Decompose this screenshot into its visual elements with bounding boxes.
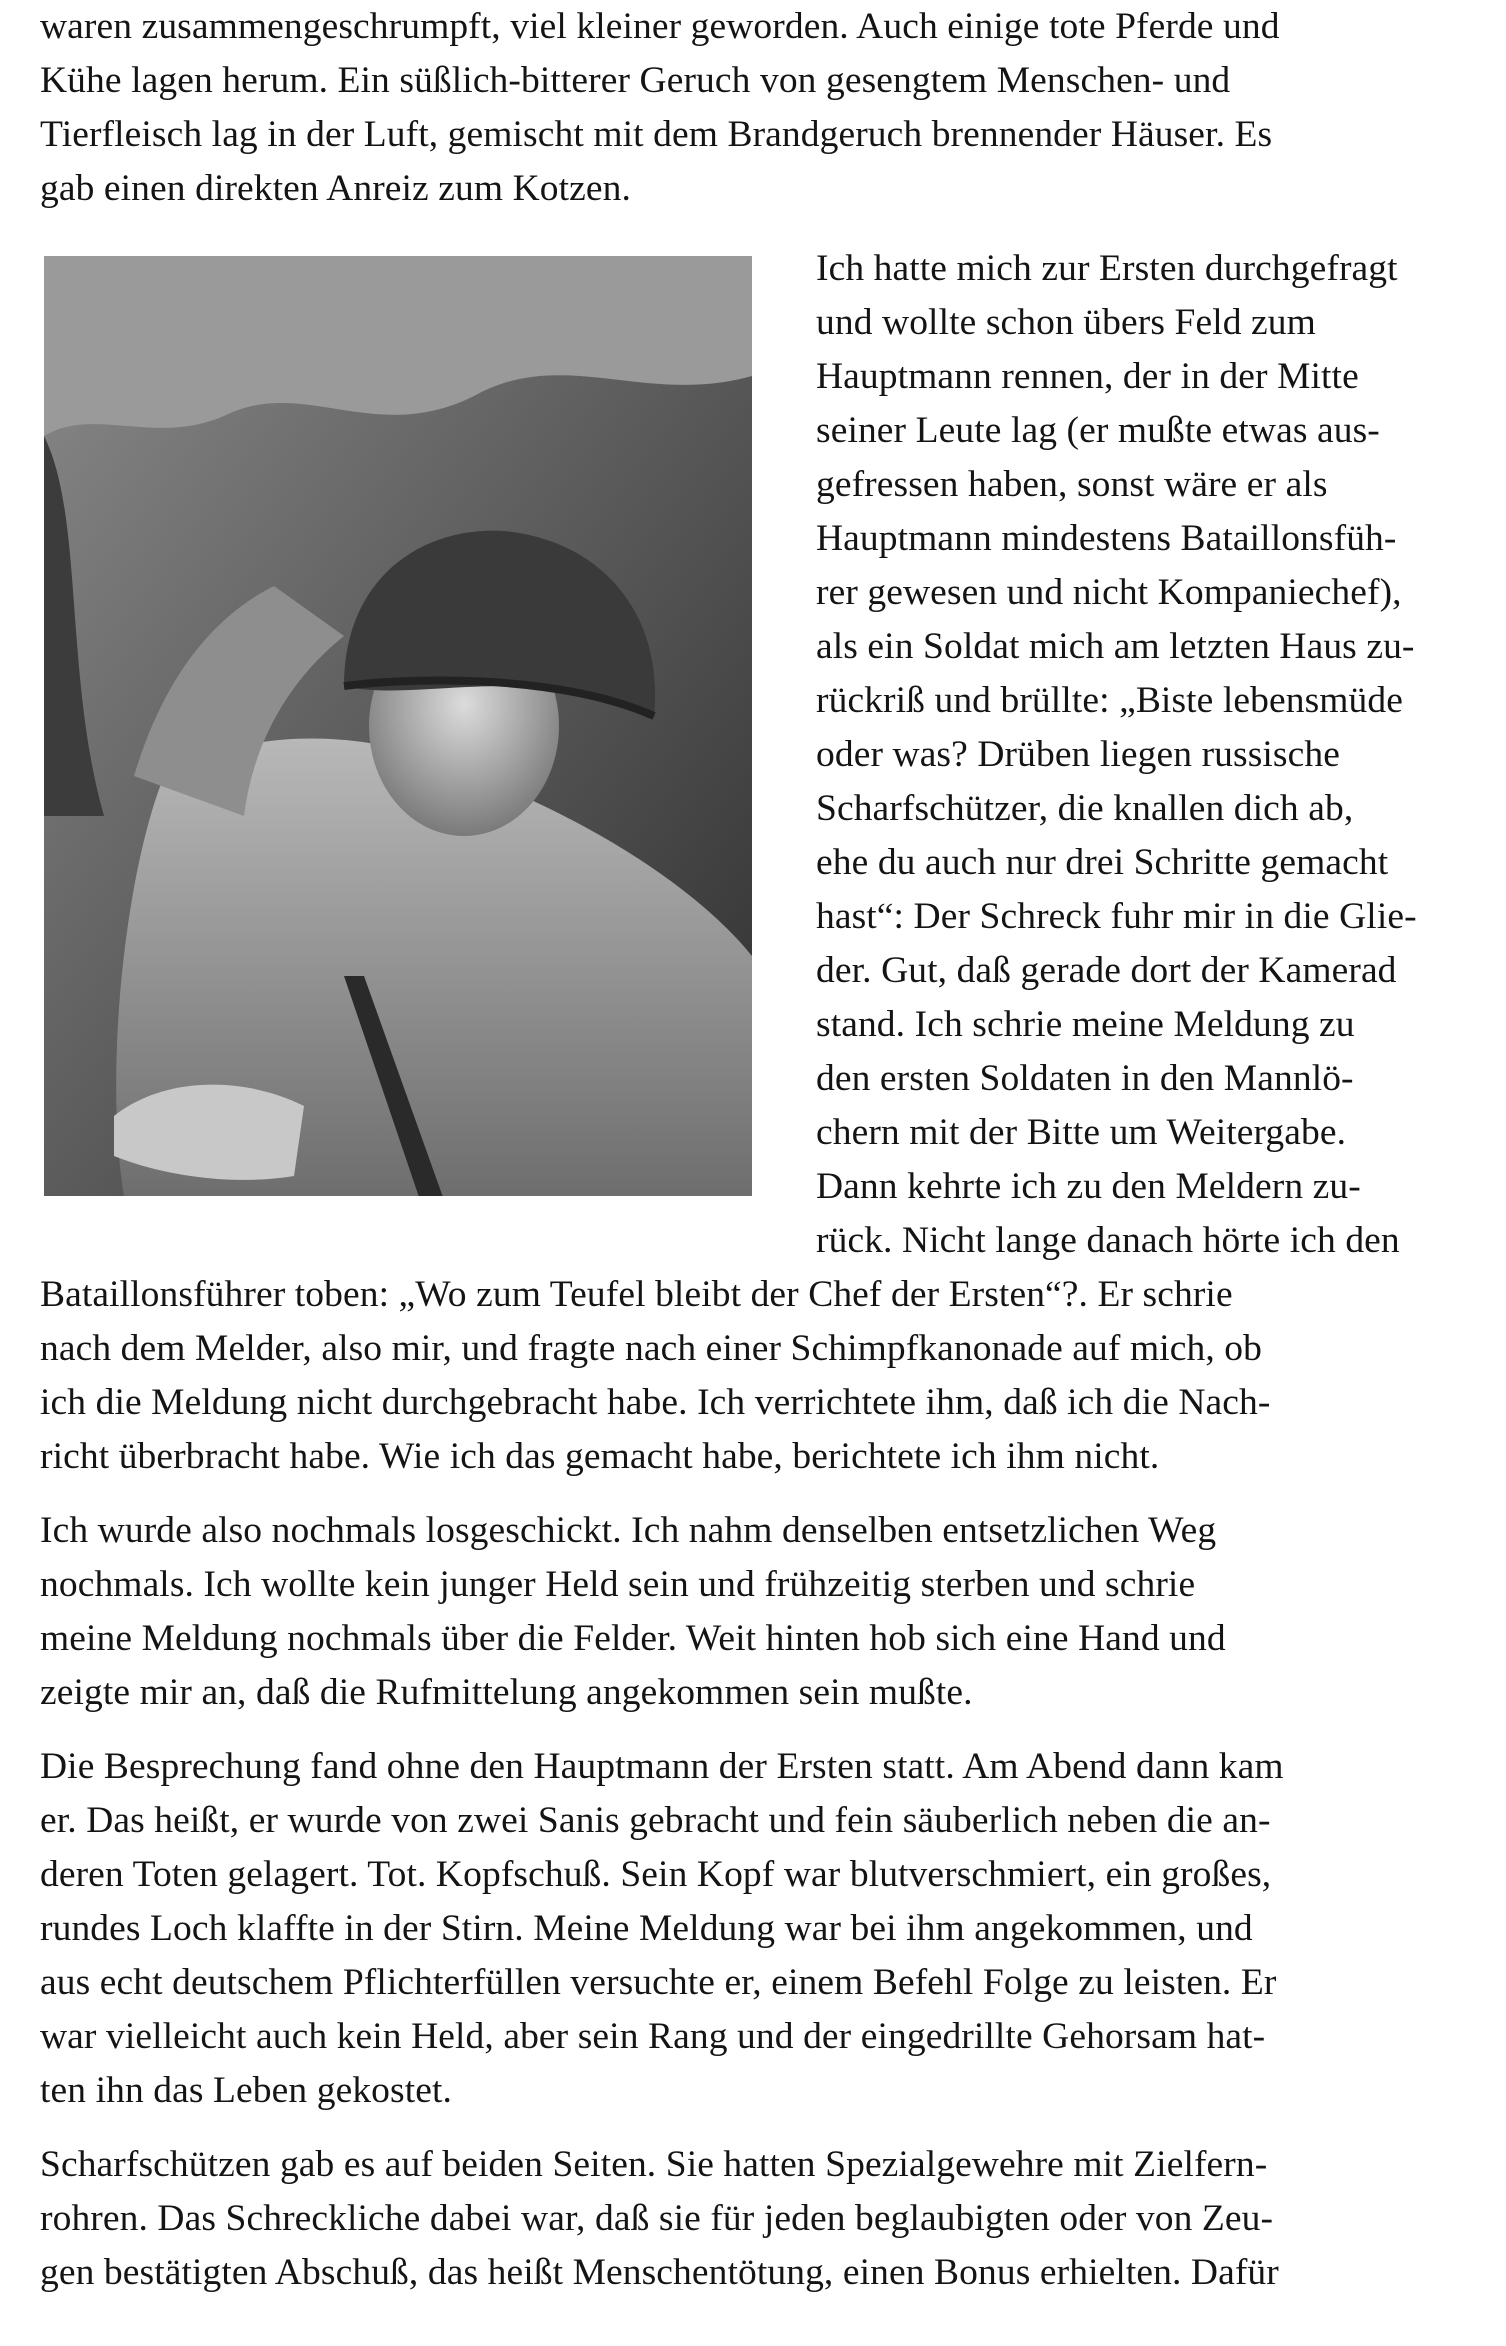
- text-line: deren Toten gelagert. Tot. Kopfschuß. Sein Kopf war blutverschmiert, ein großes,: [40, 1854, 1272, 1895]
- text-line: Hauptmann rennen, der in der Mitte: [816, 356, 1359, 397]
- text-line: gefressen haben, sonst wäre er als: [816, 464, 1328, 505]
- text-line: Kühe lagen herum. Ein süßlich-bitterer Geruch von gesengtem Menschen- und: [40, 60, 1231, 101]
- text-line: Die Besprechung fand ohne den Hauptmann der Ersten statt. Am Abend dann kam: [40, 1746, 1284, 1787]
- text-line: rückriß und brüllte: „Biste lebensmüde: [816, 680, 1403, 721]
- text-line: rohren. Das Schreckliche dabei war, daß sie für jeden beglaubigten oder von Zeu-: [40, 2198, 1274, 2239]
- soldier-photo-illustration: [44, 256, 752, 1196]
- text-line: ehe du auch nur drei Schritte gemacht: [816, 842, 1389, 883]
- text-line: Tierfleisch lag in der Luft, gemischt mit dem Brandgeruch brennender Häuser. Es: [40, 114, 1273, 155]
- text-line: den ersten Soldaten in den Mannlö-: [816, 1058, 1354, 1099]
- text-line: rundes Loch klaffte in der Stirn. Meine Meldung war bei ihm angekommen, und: [40, 1908, 1253, 1949]
- text-line: er. Das heißt, er wurde von zwei Sanis gebracht und fein säuberlich neben die an-: [40, 1800, 1271, 1841]
- text-line: aus echt deutschem Pflichterfüllen versuchte er, einem Befehl Folge zu leisten. Er: [40, 1962, 1277, 2003]
- text-line: der. Gut, daß gerade dort der Kamerad: [816, 950, 1397, 991]
- text-line: und wollte schon übers Feld zum: [816, 302, 1316, 343]
- text-line: zeigte mir an, daß die Rufmittelung angekommen sein mußte.: [40, 1672, 973, 1713]
- text-line: nach dem Melder, also mir, und fragte nach einer Schimpfkanonade auf mich, ob: [40, 1328, 1262, 1369]
- text-line: Ich wurde also nochmals losgeschickt. Ich nahm denselben entsetzlichen Weg: [40, 1510, 1217, 1551]
- text-line: richt überbracht habe. Wie ich das gemacht habe, berichtete ich ihm nicht.: [40, 1436, 1160, 1477]
- text-line: Bataillonsführer toben: „Wo zum Teufel bleibt der Chef der Ersten“?. Er schrie: [40, 1274, 1233, 1315]
- text-line: meine Meldung nochmals über die Felder. Weit hinten hob sich eine Hand und: [40, 1618, 1226, 1659]
- text-line: Hauptmann mindestens Bataillonsfüh-: [816, 518, 1397, 559]
- text-line: Dann kehrte ich zu den Meldern zu-: [816, 1166, 1361, 1207]
- text-line: Ich hatte mich zur Ersten durchgefragt: [816, 248, 1398, 289]
- text-line: rück. Nicht lange danach hörte ich den: [816, 1220, 1400, 1261]
- soldier-photo: [44, 256, 752, 1196]
- text-line: chern mit der Bitte um Weitergabe.: [816, 1112, 1347, 1153]
- text-line: Scharfschützen gab es auf beiden Seiten. Sie hatten Spezialgewehre mit Zielfern-: [40, 2144, 1268, 2185]
- text-line: stand. Ich schrie meine Meldung zu: [816, 1004, 1355, 1045]
- text-line: nochmals. Ich wollte kein junger Held sein und frühzeitig sterben und schrie: [40, 1564, 1196, 1605]
- text-line: gab einen direkten Anreiz zum Kotzen.: [40, 168, 631, 209]
- text-line: als ein Soldat mich am letzten Haus zu-: [816, 626, 1415, 667]
- text-line: waren zusammengeschrumpft, viel kleiner geworden. Auch einige tote Pferde und: [40, 6, 1280, 47]
- text-line: ich die Meldung nicht durchgebracht habe. Ich verrichtete ihm, daß ich die Nach-: [40, 1382, 1271, 1423]
- text-line: oder was? Drüben liegen russische: [816, 734, 1340, 775]
- text-line: Scharfschützer, die knallen dich ab,: [816, 788, 1354, 829]
- text-line: gen bestätigten Abschuß, das heißt Menschentötung, einen Bonus erhielten. Dafür: [40, 2252, 1279, 2293]
- text-line: hast“: Der Schreck fuhr mir in die Glie-: [816, 896, 1417, 937]
- text-line: seiner Leute lag (er mußte etwas aus-: [816, 410, 1380, 451]
- text-line: ten ihn das Leben gekostet.: [40, 2070, 452, 2111]
- text-line: rer gewesen und nicht Kompaniechef),: [816, 572, 1402, 613]
- text-line: war vielleicht auch kein Held, aber sein Rang und der eingedrillte Gehorsam hat-: [40, 2016, 1266, 2057]
